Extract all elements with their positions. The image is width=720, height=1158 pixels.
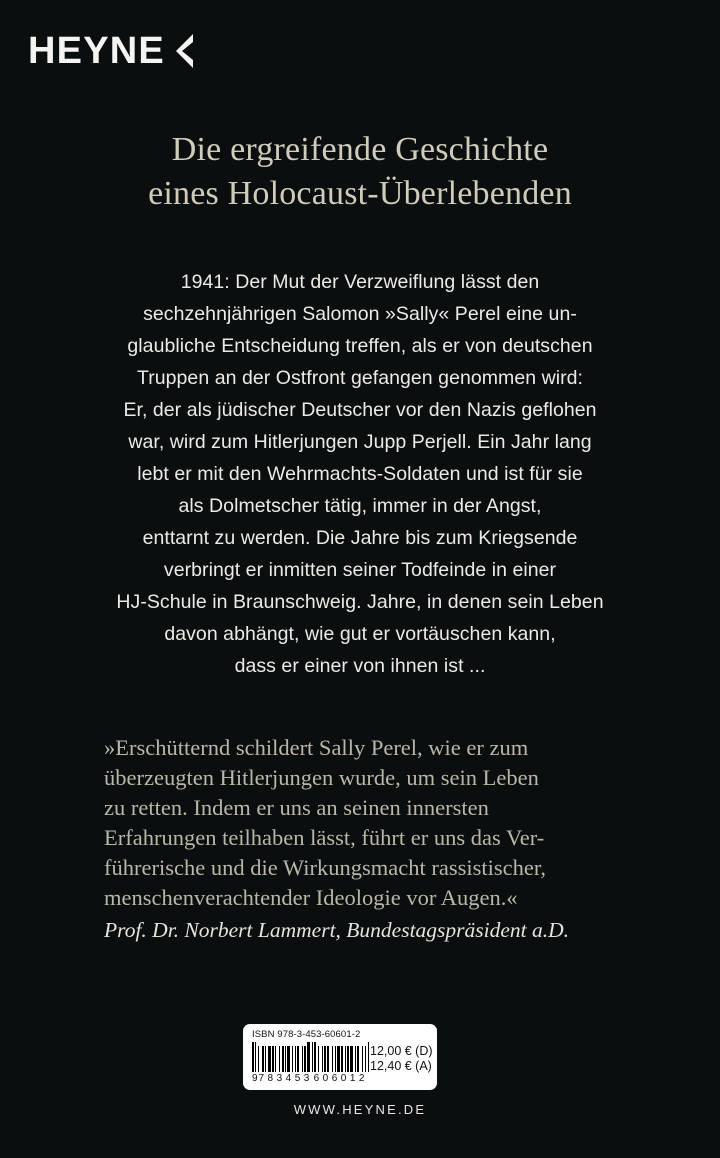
blurb-line-5: Er, der als jüdischer Deutscher vor den Nazis geflohen [123, 399, 597, 421]
publisher-logo [28, 32, 194, 70]
barcode-block [252, 1042, 370, 1084]
barcode-digits [252, 1073, 370, 1084]
price-austria: 12,40 € (A) [370, 1059, 432, 1073]
chevron-left-icon [174, 34, 194, 68]
barcode-digit-group-1: 9 [252, 1073, 258, 1084]
review-quote-line-5: führerische und die Wirkungsmacht rassistischer, [104, 855, 547, 880]
review-quote-line-3: zu retten. Indem er uns an seinen innersten [104, 795, 489, 820]
price-block [370, 1042, 433, 1074]
publisher-logo-text: HEYNE [28, 30, 165, 72]
headline-line-1: Die ergreifende Geschichte [171, 131, 549, 168]
isbn-text: ISBN 978-3-453-60601-2 [252, 1029, 361, 1040]
blurb-line-2: sechzehnjährigen Salomon »Sally« Perel eine un- [143, 303, 577, 325]
blurb-line-1: 1941: Der Mut der Verzweiflung lässt den [180, 271, 540, 293]
barcode-row [252, 1042, 433, 1084]
blurb-line-8: als Dolmetscher tätig, immer in der Angst, [178, 495, 542, 517]
blurb-line-11: HJ-Schule in Braunschweig. Jahre, in denen sein Leben [116, 591, 604, 613]
blurb-line-12: davon abhängt, wie gut er vortäuschen kann, [164, 623, 556, 645]
review-quote-line-6: menschenverachtender Ideologie vor Augen.« [104, 885, 518, 910]
barcode-bars [252, 1042, 370, 1072]
blurb-line-13: dass er einer von ihnen ist ... [234, 655, 486, 677]
blurb-line-4: Truppen an der Ostfront gefangen genommen wird: [136, 367, 584, 389]
blurb-line-6: war, wird zum Hitlerjungen Jupp Perjell. Ein Jahr lang [128, 431, 592, 453]
blurb-line-3: glaubliche Entscheidung treffen, als er von deutschen [127, 335, 593, 357]
review-quote-line-1: »Erschütternd schildert Sally Perel, wie er zum [104, 735, 529, 760]
headline [0, 128, 720, 216]
blurb-line-10: verbringt er inmitten seiner Todfeinde in einer [163, 559, 557, 581]
review-quote-line-4: Erfahrungen teilhaben lässt, führt er uns das Ver- [104, 825, 545, 850]
blurb-line-7: lebt er mit den Wehrmachts-Soldaten und ist für sie [137, 463, 583, 485]
barcode-digit-group-3: 606012 [313, 1073, 368, 1084]
review-quote-source: Prof. Dr. Norbert Lammert, Bundestagspräsident a.D. [104, 918, 570, 942]
price-germany: 12,00 € (D) [370, 1044, 433, 1058]
barcode-digit-group-2: 783453 [258, 1073, 313, 1084]
review-quote [104, 733, 660, 945]
headline-line-2: eines Holocaust-Überlebenden [148, 175, 572, 212]
review-quote-body [104, 733, 660, 913]
publisher-website: WWW.HEYNE.DE [293, 1102, 427, 1117]
blurb-line-9: enttarnt zu werden. Die Jahre bis zum Kriegsende [142, 527, 578, 549]
review-quote-line-2: überzeugten Hitlerjungen wurde, um sein Leben [104, 765, 539, 790]
blurb-text [60, 266, 660, 682]
barcode-label [243, 1024, 437, 1090]
